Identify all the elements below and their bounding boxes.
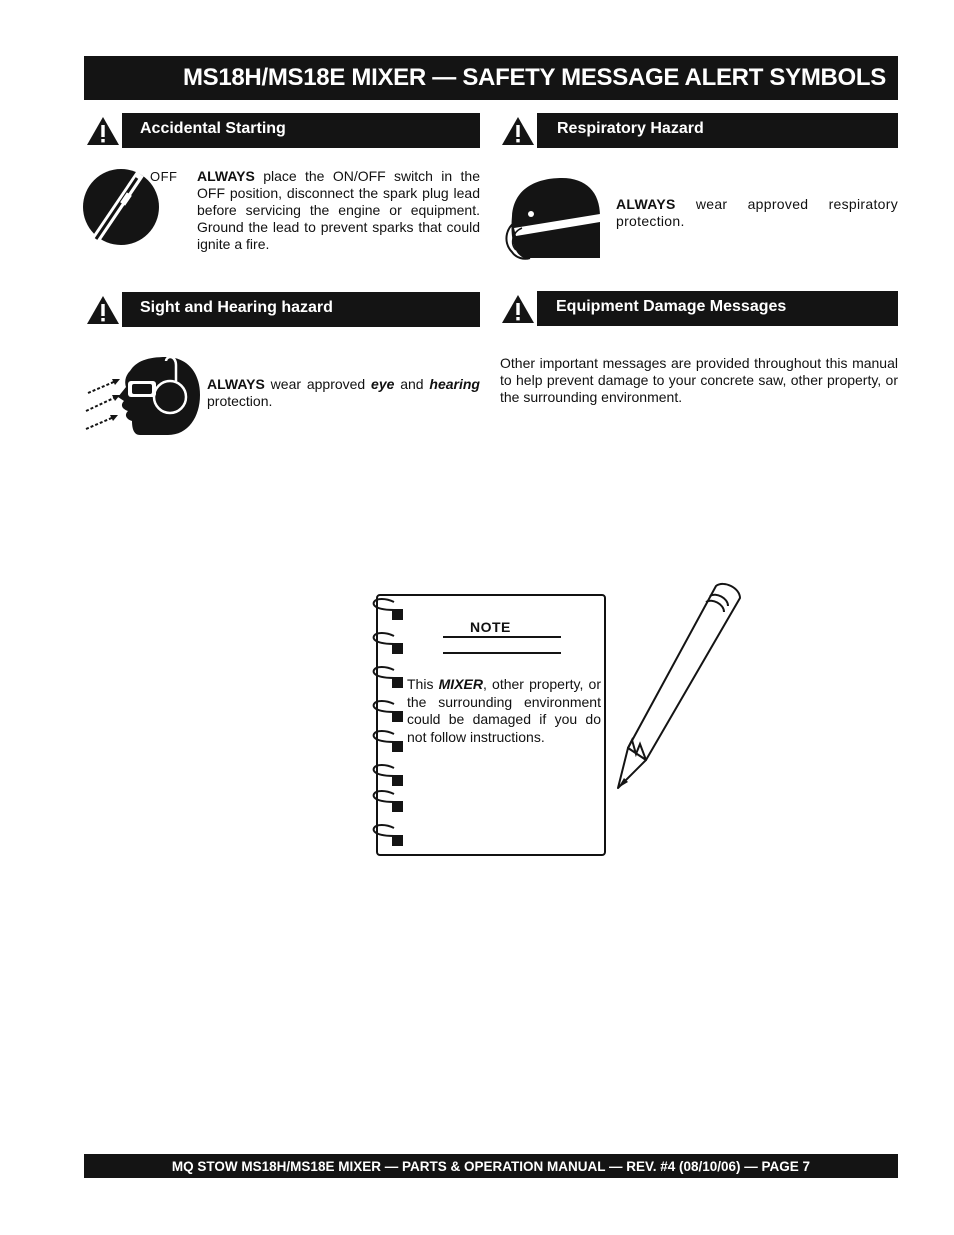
section-heading: Accidental Starting xyxy=(140,120,286,137)
respiratory-hazard-body: wear approved respiratory protection. xyxy=(616,196,898,229)
spiral-binding-icon xyxy=(370,596,410,852)
section-header-respiratory-hazard xyxy=(499,113,898,148)
note-divider xyxy=(443,634,563,656)
note-heading: NOTE xyxy=(470,619,511,635)
sight-hearing-text xyxy=(207,376,480,410)
off-label: OFF xyxy=(150,169,178,184)
pencil-icon xyxy=(612,582,746,794)
warning-triangle-icon xyxy=(499,113,537,148)
accidental-starting-text xyxy=(197,168,480,253)
warning-triangle-icon xyxy=(499,291,537,326)
accidental-starting-body: place the ON/OFF switch in the OFF position, disconnect the spark plug lead before servicing the engine or equipment. Ground the lead to prevent sparks that could ignite a fire. xyxy=(197,168,480,252)
warning-triangle-icon xyxy=(84,113,122,148)
equipment-damage-text: Other important messages are provided throughout this manual to help prevent damage to your concrete saw, other property, or the surrounding environment. xyxy=(500,355,898,405)
sight-hearing-body: wear approved xyxy=(264,376,372,392)
sight-hearing-body: protection. xyxy=(207,393,273,409)
page-footer: MQ STOW MS18H/MS18E MIXER — PARTS & OPERATION MANUAL — REV. #4 (08/10/06) — PAGE 7 xyxy=(84,1154,898,1178)
note-text xyxy=(407,676,601,746)
eye-and-ear-protection-icon xyxy=(84,357,202,437)
section-header-sight-hearing-hazard xyxy=(84,292,480,327)
page-title: MS18H/MS18E MIXER — SAFETY MESSAGE ALERT SYMBOLS xyxy=(84,56,898,100)
mixer-emphasis: MIXER xyxy=(438,676,483,692)
respirator-mask-icon xyxy=(500,176,604,262)
section-heading: Respiratory Hazard xyxy=(557,120,704,137)
always-label: ALWAYS xyxy=(616,196,676,212)
warning-triangle-icon xyxy=(84,292,122,327)
section-heading: Equipment Damage Messages xyxy=(556,298,787,315)
section-header-equipment-damage xyxy=(499,291,898,326)
always-label: ALWAYS xyxy=(207,376,265,392)
section-heading: Sight and Hearing hazard xyxy=(140,299,333,316)
section-header-accidental-starting xyxy=(84,113,480,148)
note-body: This xyxy=(407,676,439,692)
eye-emphasis: eye xyxy=(371,376,395,392)
sight-hearing-body: and xyxy=(394,376,430,392)
note-body: , other property, or the surrounding environment could be damaged if you do not follow instructions. xyxy=(407,676,601,745)
always-label: ALWAYS xyxy=(197,168,255,184)
hearing-emphasis: hearing xyxy=(429,376,480,392)
respiratory-hazard-text xyxy=(616,196,898,230)
